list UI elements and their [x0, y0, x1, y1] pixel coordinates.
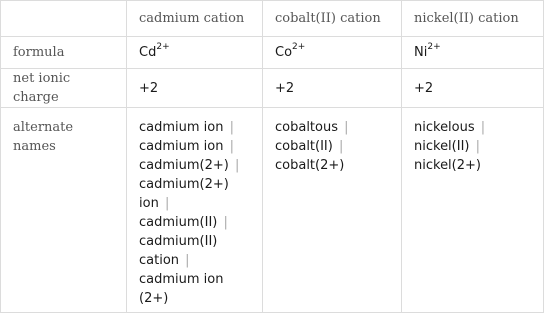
table-row-alternate-names — [1, 108, 544, 313]
separator: | — [480, 120, 486, 135]
separator: | — [229, 139, 235, 154]
separator: | — [164, 196, 170, 211]
alternate-name: cadmium ion — [139, 139, 224, 154]
alternate-name: cadmium(II) cation — [139, 234, 218, 268]
column-header-cadmium: cadmium cation — [127, 1, 263, 37]
separator: | — [229, 120, 235, 135]
alternate-name: cadmium(II) — [139, 215, 218, 230]
row-label-alternate-names: alternate names — [1, 108, 127, 313]
formula-nickel: $Ni^{2+}$ — [402, 37, 544, 69]
alternate-name: cobaltous — [275, 120, 338, 135]
charge-cadmium: +2 — [127, 69, 263, 108]
separator: | — [235, 158, 240, 173]
separator: | — [223, 215, 228, 230]
separator: | — [185, 253, 190, 268]
alternate-name: cadmium ion — [139, 120, 224, 135]
alternate-name: nickel(2+) — [414, 158, 481, 173]
separator: | — [344, 120, 349, 135]
formula-cobalt: $Co^{2+}$ — [263, 37, 402, 69]
table-row-net-ionic-charge — [1, 69, 544, 108]
formula-cadmium: $Cd^{2+}$ — [127, 37, 263, 69]
alternate-name: cobalt(II) — [275, 139, 333, 154]
alternate-names-cobalt — [263, 108, 402, 313]
header-row — [1, 1, 544, 37]
alternate-name: cadmium ion (2+) — [139, 272, 224, 306]
column-header-nickel: nickel(II) cation — [402, 1, 544, 37]
alternate-name: cadmium(2+) — [139, 158, 229, 173]
alternate-name: nickelous — [414, 120, 475, 135]
alternate-name: nickel(II) — [414, 139, 470, 154]
charge-nickel: +2 — [402, 69, 544, 108]
row-label-net-ionic-charge: net ionic charge — [1, 69, 127, 108]
separator: | — [338, 139, 344, 154]
charge-cobalt: +2 — [263, 69, 402, 108]
alternate-name: cadmium(2+) ion — [139, 177, 229, 211]
header-empty-cell — [1, 1, 127, 37]
alternate-names-cadmium — [127, 108, 263, 313]
row-label-formula: formula — [1, 37, 127, 69]
alternate-name: cobalt(2+) — [275, 158, 345, 173]
alternate-names-nickel — [402, 108, 544, 313]
table-row-formula — [1, 37, 544, 69]
separator: | — [475, 139, 481, 154]
column-header-cobalt: cobalt(II) cation — [263, 1, 402, 37]
